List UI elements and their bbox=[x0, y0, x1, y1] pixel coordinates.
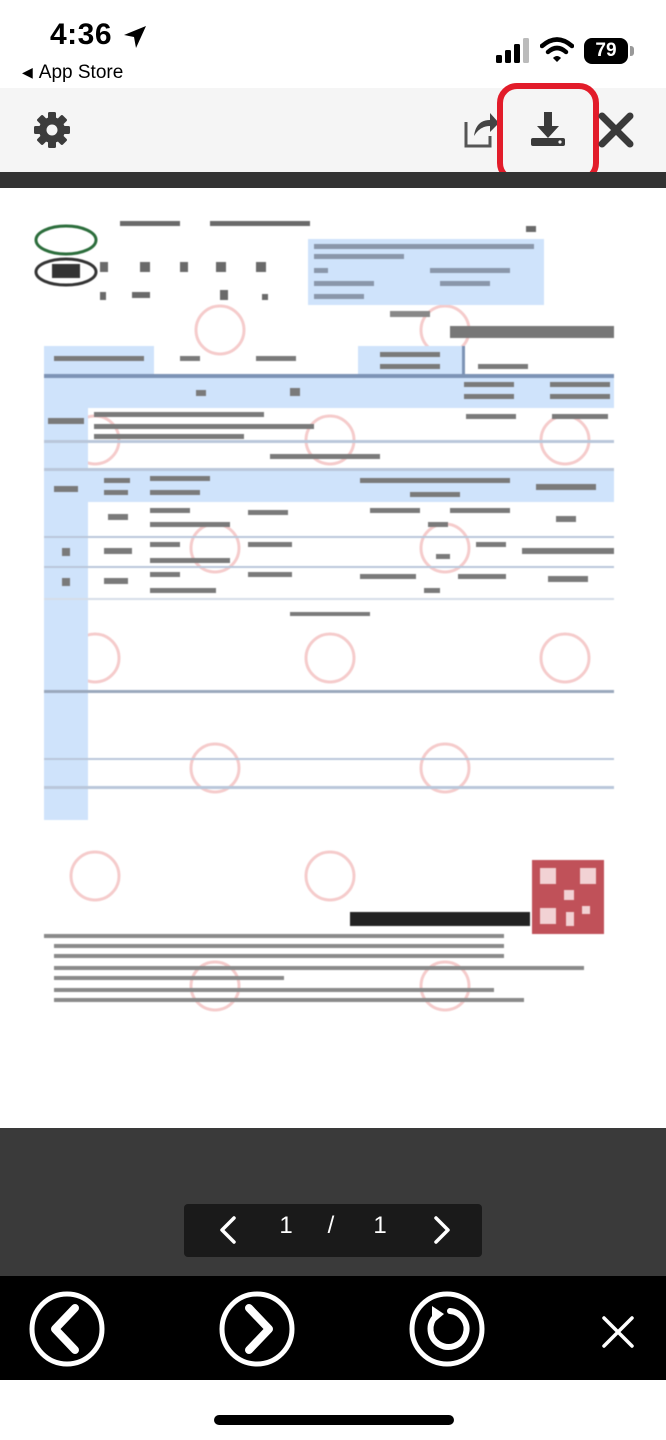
share-icon[interactable] bbox=[460, 108, 500, 150]
agency-logo bbox=[36, 226, 96, 285]
back-app-label: App Store bbox=[38, 62, 124, 83]
battery-level: 79 bbox=[595, 40, 617, 61]
close-icon[interactable] bbox=[596, 110, 636, 150]
page-separator: / bbox=[327, 1212, 335, 1239]
back-triangle-icon: ◀ bbox=[22, 64, 33, 80]
next-page-icon[interactable] bbox=[428, 1214, 456, 1246]
cellular-signal-icon bbox=[496, 38, 532, 64]
watermark-pattern bbox=[71, 306, 589, 1010]
back-to-app-store[interactable] bbox=[22, 62, 123, 84]
circle-forward-icon[interactable] bbox=[218, 1290, 296, 1368]
close-icon[interactable] bbox=[598, 1312, 638, 1352]
document-page bbox=[0, 188, 666, 1128]
home-indicator-area bbox=[0, 1380, 666, 1440]
document-preview[interactable] bbox=[0, 188, 666, 1128]
download-icon[interactable] bbox=[527, 108, 569, 150]
battery-indicator bbox=[584, 38, 634, 64]
reload-icon[interactable] bbox=[408, 1290, 486, 1368]
wifi-icon bbox=[540, 36, 574, 64]
home-indicator[interactable] bbox=[214, 1415, 454, 1425]
qr-stamp bbox=[532, 860, 604, 934]
previous-page-icon[interactable] bbox=[214, 1214, 242, 1246]
toolbar-divider bbox=[0, 172, 666, 188]
circle-back-icon[interactable] bbox=[28, 1290, 106, 1368]
gear-icon[interactable] bbox=[32, 110, 72, 150]
page-total: 1 bbox=[373, 1212, 387, 1239]
location-arrow-icon bbox=[122, 24, 148, 50]
page-current: 1 bbox=[279, 1212, 293, 1239]
status-time: 4:36 bbox=[50, 18, 113, 51]
